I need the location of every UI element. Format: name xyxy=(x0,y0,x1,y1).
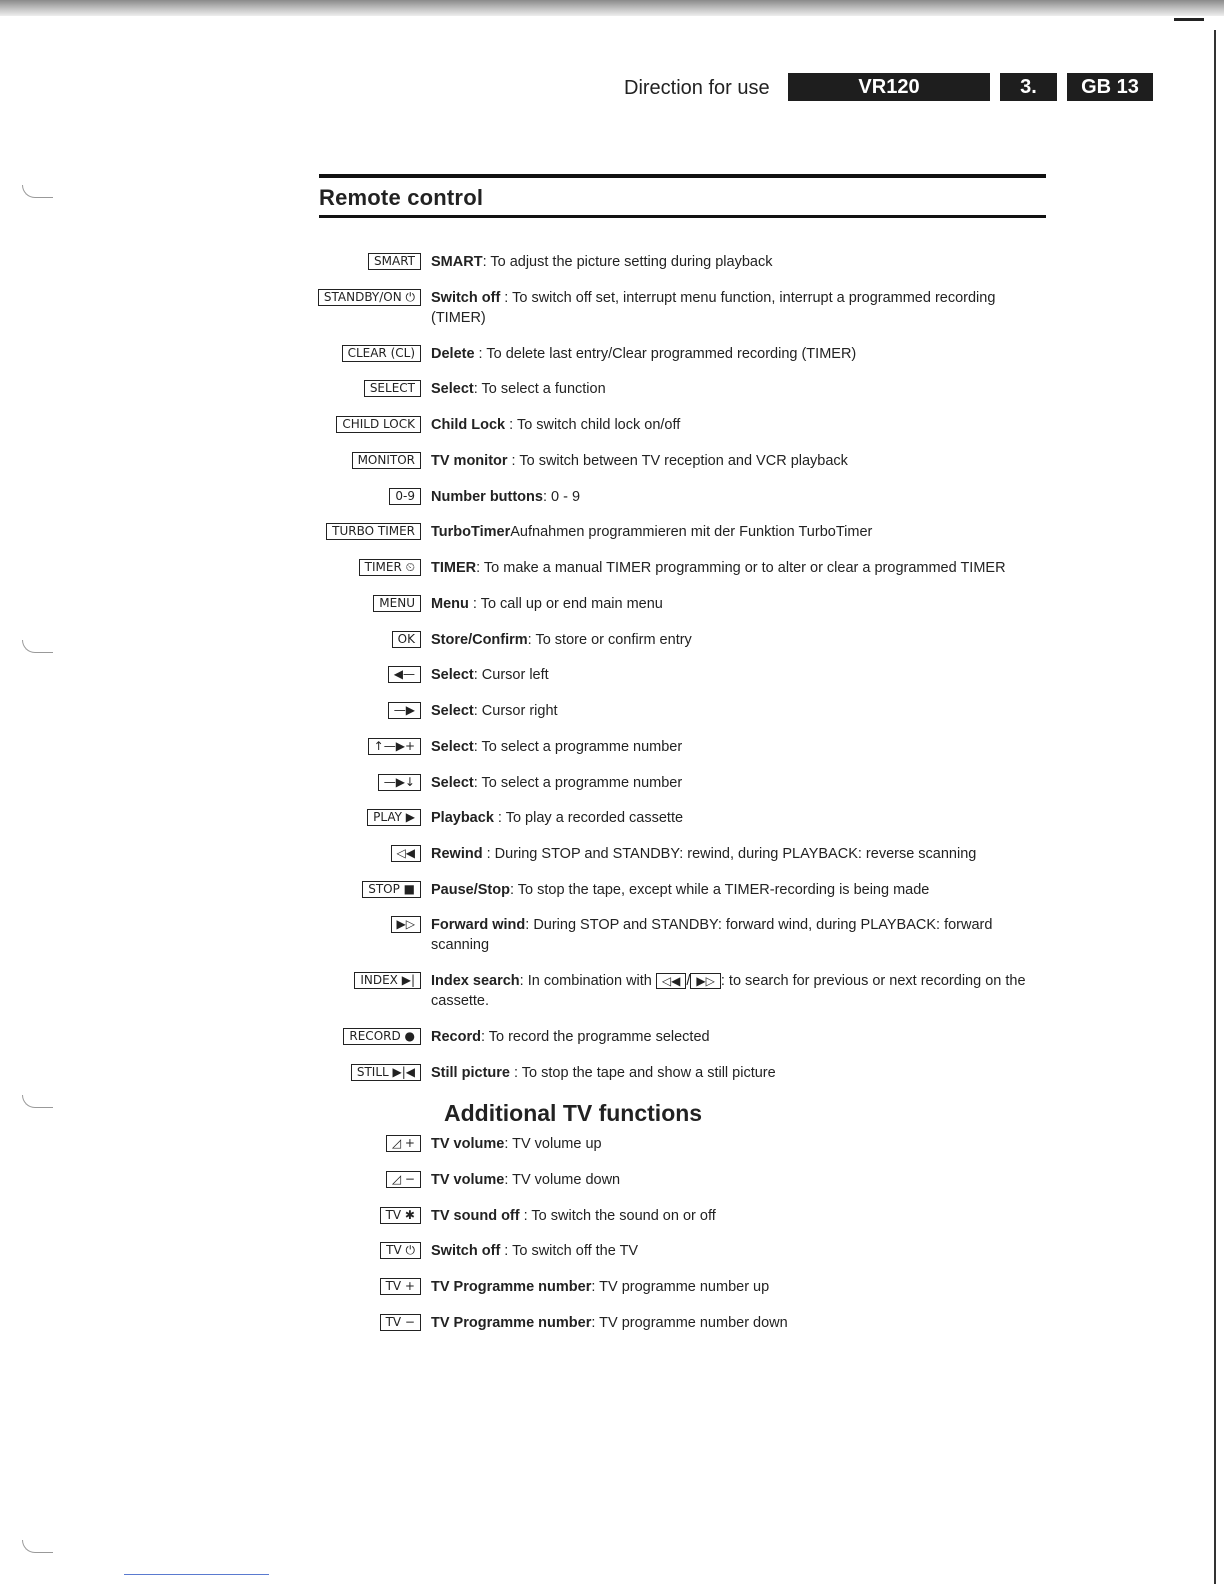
function-text: Aufnahmen programmieren mit der Funktion TurboTimer xyxy=(510,524,873,540)
key-column xyxy=(300,288,431,306)
separator: : xyxy=(482,846,495,862)
separator: : xyxy=(482,254,491,270)
function-term: Delete xyxy=(431,346,475,362)
section-title: Remote control xyxy=(319,185,484,210)
remote-function-row xyxy=(300,1206,1030,1226)
function-text: TV programme number down xyxy=(599,1315,788,1331)
remote-key-label: —▶ xyxy=(388,702,421,719)
function-term: SMART xyxy=(431,254,483,270)
remote-function-row xyxy=(300,1277,1030,1297)
function-description xyxy=(431,630,1030,650)
separator: : xyxy=(591,1279,600,1295)
function-term: Rewind xyxy=(431,846,483,862)
function-text-continued: : to search for previous or next recording on the cassette. xyxy=(431,973,1026,1009)
key-column xyxy=(300,487,431,505)
separator: : xyxy=(525,917,534,933)
separator: : xyxy=(500,1243,513,1259)
function-term: Store/Confirm xyxy=(431,632,528,648)
key-column xyxy=(300,379,431,397)
remote-function-row xyxy=(300,701,1030,721)
key-column xyxy=(300,701,431,719)
rule-top xyxy=(319,174,1046,178)
function-description xyxy=(431,880,1030,900)
separator: : xyxy=(519,973,528,989)
separator: : xyxy=(591,1315,600,1331)
key-column xyxy=(300,1027,431,1045)
key-column xyxy=(300,1170,431,1188)
function-text: To switch the sound on or off xyxy=(531,1208,716,1224)
function-description xyxy=(431,808,1030,828)
remote-function-row xyxy=(300,1241,1030,1261)
separator: : xyxy=(505,417,517,433)
separator: : xyxy=(504,1136,513,1152)
remote-function-row xyxy=(300,844,1030,864)
function-term: Select xyxy=(431,739,474,755)
function-term: TV volume xyxy=(431,1172,505,1188)
function-term: Pause/Stop xyxy=(431,882,510,898)
remote-key-label: TV + xyxy=(380,1278,421,1295)
scan-line-bottom xyxy=(124,1574,269,1575)
remote-function-row xyxy=(300,1313,1030,1333)
function-description xyxy=(431,415,1030,435)
remote-key-label: ◿ + xyxy=(386,1135,421,1152)
remote-function-row xyxy=(300,288,1030,328)
remote-key-label: STOP ■ xyxy=(362,881,421,898)
inline-key-label: ▶▷ xyxy=(690,973,720,989)
key-column xyxy=(300,522,431,540)
function-text: In combination with xyxy=(527,973,652,989)
function-term: Switch off xyxy=(431,1243,501,1259)
key-column xyxy=(300,665,431,683)
function-text: Cursor left xyxy=(481,667,549,683)
function-term: TV monitor xyxy=(431,453,508,469)
key-column xyxy=(300,773,431,791)
remote-function-row xyxy=(300,1170,1030,1190)
separator: : xyxy=(542,489,552,505)
key-column xyxy=(300,1134,431,1152)
remote-function-row xyxy=(300,451,1030,471)
remote-function-row xyxy=(300,880,1030,900)
key-column xyxy=(300,1241,431,1259)
function-text: TV programme number up xyxy=(599,1279,770,1295)
remote-key-label: TV − xyxy=(380,1314,421,1331)
remote-key-label: ◁◀ xyxy=(391,845,421,862)
remote-function-row xyxy=(300,1027,1030,1047)
model-badge: VR120 xyxy=(788,73,990,101)
key-column xyxy=(300,880,431,898)
function-text: To select a programme number xyxy=(481,739,683,755)
remote-function-row xyxy=(300,1134,1030,1154)
remote-key-label: —▶↓ xyxy=(378,774,421,791)
remote-key-label: CHILD LOCK xyxy=(336,416,421,433)
remote-function-row xyxy=(300,379,1030,399)
separator: : xyxy=(504,1172,513,1188)
function-term: TV Programme number xyxy=(431,1279,592,1295)
remote-key-label: STILL ▶|◀ xyxy=(351,1064,421,1081)
function-term: TIMER xyxy=(431,560,477,576)
separator: : xyxy=(474,346,487,362)
remote-function-row xyxy=(300,344,1030,364)
remote-key-label: PLAY ▶ xyxy=(367,809,421,826)
function-description xyxy=(431,773,1030,793)
key-column xyxy=(300,558,431,576)
subsection-title: Additional TV functions xyxy=(444,1100,703,1126)
function-text: To select a programme number xyxy=(481,775,683,791)
separator: : xyxy=(468,596,481,612)
remote-key-label: RECORD ● xyxy=(343,1028,421,1045)
function-text: To select a function xyxy=(481,381,606,397)
remote-function-row xyxy=(300,522,1030,542)
remote-key-label: MONITOR xyxy=(352,452,421,469)
hole-punch-mark xyxy=(22,1095,53,1108)
function-description xyxy=(431,844,1030,864)
key-column xyxy=(300,1063,431,1081)
function-description xyxy=(431,915,1030,955)
function-text: During STOP and STANDBY: rewind, during PLAYBACK: reverse scanning xyxy=(494,846,977,862)
function-description xyxy=(431,1277,1030,1297)
function-term: Select xyxy=(431,667,474,683)
function-text: TV volume down xyxy=(512,1172,621,1188)
function-description xyxy=(431,379,1030,399)
function-text: To switch between TV reception and VCR playback xyxy=(519,453,848,469)
function-text: During STOP and STANDBY: forward wind, during PLAYBACK: forward scanning xyxy=(431,917,993,953)
hole-punch-mark xyxy=(22,1540,53,1553)
function-description xyxy=(431,1134,1030,1154)
key-column xyxy=(300,808,431,826)
function-text: To play a recorded cassette xyxy=(505,810,684,826)
function-description xyxy=(431,1063,1030,1083)
function-term: Record xyxy=(431,1029,481,1045)
function-text: To switch off the TV xyxy=(512,1243,639,1259)
separator: : xyxy=(473,381,482,397)
remote-function-row xyxy=(300,487,1030,507)
header-title: Direction for use xyxy=(624,76,770,99)
remote-function-row xyxy=(300,773,1030,793)
remote-function-row xyxy=(300,737,1030,757)
key-column xyxy=(300,971,431,989)
remote-key-label: ▶▷ xyxy=(391,916,421,933)
function-term: Child Lock xyxy=(431,417,506,433)
function-text: To delete last entry/Clear programmed recording (TIMER) xyxy=(486,346,857,362)
key-column xyxy=(300,594,431,612)
remote-key-label: ↑—▶+ xyxy=(368,738,421,755)
inline-key-label: ◁◀ xyxy=(656,973,686,989)
separator: : xyxy=(480,1029,489,1045)
function-term: Menu xyxy=(431,596,469,612)
function-text: TV volume up xyxy=(512,1136,602,1152)
remote-key-label: ◿ − xyxy=(386,1171,421,1188)
function-term: Select xyxy=(431,775,474,791)
key-column xyxy=(300,415,431,433)
function-term: TurboTimer xyxy=(431,524,511,540)
separator: : xyxy=(476,560,484,576)
remote-function-row xyxy=(300,665,1030,685)
remote-function-row xyxy=(300,415,1030,435)
rule-bottom xyxy=(319,215,1046,218)
function-term: Switch off xyxy=(431,290,501,306)
remote-key-label: INDEX ▶| xyxy=(354,972,421,989)
remote-key-label: CLEAR (CL) xyxy=(342,345,421,362)
function-description xyxy=(431,1206,1030,1226)
remote-function-row xyxy=(300,915,1030,955)
separator: : xyxy=(519,1208,532,1224)
function-term: Forward wind xyxy=(431,917,526,933)
function-description xyxy=(431,737,1030,757)
separator: : xyxy=(509,882,518,898)
key-column xyxy=(300,1206,431,1224)
function-description xyxy=(431,487,1030,507)
function-description xyxy=(431,1027,1030,1047)
hole-punch-mark xyxy=(22,640,53,653)
function-text: To record the programme selected xyxy=(488,1029,710,1045)
function-term: TV Programme number xyxy=(431,1315,592,1331)
function-term: TV volume xyxy=(431,1136,505,1152)
remote-key-label: STANDBY/ON ⏻ xyxy=(318,289,421,306)
function-term: TV sound off xyxy=(431,1208,520,1224)
function-description xyxy=(431,252,1030,272)
remote-function-row xyxy=(300,630,1030,650)
function-text: To stop the tape and show a still picture xyxy=(521,1065,776,1081)
function-term: Playback xyxy=(431,810,494,826)
function-description xyxy=(431,1170,1030,1190)
separator: : xyxy=(500,290,513,306)
remote-function-row xyxy=(300,558,1030,578)
function-term: Select xyxy=(431,381,474,397)
remote-function-row xyxy=(300,1063,1030,1083)
remote-key-label: MENU xyxy=(373,595,421,612)
function-description xyxy=(431,665,1030,685)
remote-key-label: OK xyxy=(392,631,421,648)
function-description xyxy=(431,288,1030,328)
function-text: To make a manual TIMER programming or to alter or clear a programmed TIMER xyxy=(483,560,1006,576)
function-text: Cursor right xyxy=(481,703,558,719)
function-description xyxy=(431,594,1030,614)
key-column xyxy=(300,252,431,270)
key-column xyxy=(300,1277,431,1295)
function-description xyxy=(431,522,1030,542)
separator: : xyxy=(473,667,482,683)
separator: : xyxy=(473,703,482,719)
function-term: Select xyxy=(431,703,474,719)
remote-key-label: TV ✱ xyxy=(380,1207,421,1224)
remote-key-label: TIMER ⏲ xyxy=(359,559,421,576)
key-column xyxy=(300,1313,431,1331)
separator: : xyxy=(507,453,520,469)
function-text: To call up or end main menu xyxy=(480,596,663,612)
function-description xyxy=(431,701,1030,721)
scan-border-right xyxy=(1214,30,1216,1584)
separator: : xyxy=(473,739,482,755)
page-badge: GB 13 xyxy=(1067,73,1153,101)
function-text: To adjust the picture setting during playback xyxy=(490,254,773,270)
remote-key-label: ◀— xyxy=(388,666,421,683)
remote-key-label: SMART xyxy=(368,253,421,270)
remote-function-row xyxy=(300,594,1030,614)
function-text: To stop the tape, except while a TIMER-recording is being made xyxy=(517,882,930,898)
function-description xyxy=(431,1241,1030,1261)
function-description xyxy=(431,1313,1030,1333)
key-column xyxy=(300,451,431,469)
remote-function-row xyxy=(300,971,1030,1011)
function-text: To store or confirm entry xyxy=(535,632,692,648)
hole-punch-mark xyxy=(22,185,53,198)
remote-key-label: 0-9 xyxy=(389,488,421,505)
function-text: To switch child lock on/off xyxy=(516,417,681,433)
function-term: Number buttons xyxy=(431,489,543,505)
function-description xyxy=(431,558,1030,578)
function-term: Still picture xyxy=(431,1065,510,1081)
separator: : xyxy=(527,632,536,648)
separator: : xyxy=(509,1065,522,1081)
key-column xyxy=(300,630,431,648)
function-description xyxy=(431,344,1030,364)
chapter-badge: 3. xyxy=(1000,73,1057,101)
function-text: To switch off set, interrupt menu function, interrupt a programmed recording (TIMER) xyxy=(431,290,996,326)
function-description: Index search: In combination with ◁◀ / ▶▷ : to search for previous or next recording on the cassette. xyxy=(431,973,1026,1009)
separator: : xyxy=(493,810,506,826)
remote-key-label: TV ⏻ xyxy=(380,1242,421,1259)
function-text: 0 - 9 xyxy=(551,489,581,505)
key-column xyxy=(300,844,431,862)
remote-key-label: SELECT xyxy=(364,380,421,397)
remote-key-label: TURBO TIMER xyxy=(326,523,421,540)
function-description xyxy=(431,451,1030,471)
scan-border-top xyxy=(0,0,1224,16)
remote-function-row xyxy=(300,252,1030,272)
remote-function-row xyxy=(300,808,1030,828)
key-column xyxy=(300,737,431,755)
key-column xyxy=(300,344,431,362)
scan-mark xyxy=(1174,18,1204,21)
key-column xyxy=(300,915,431,933)
function-term: Index search xyxy=(431,973,520,989)
separator: : xyxy=(473,775,482,791)
